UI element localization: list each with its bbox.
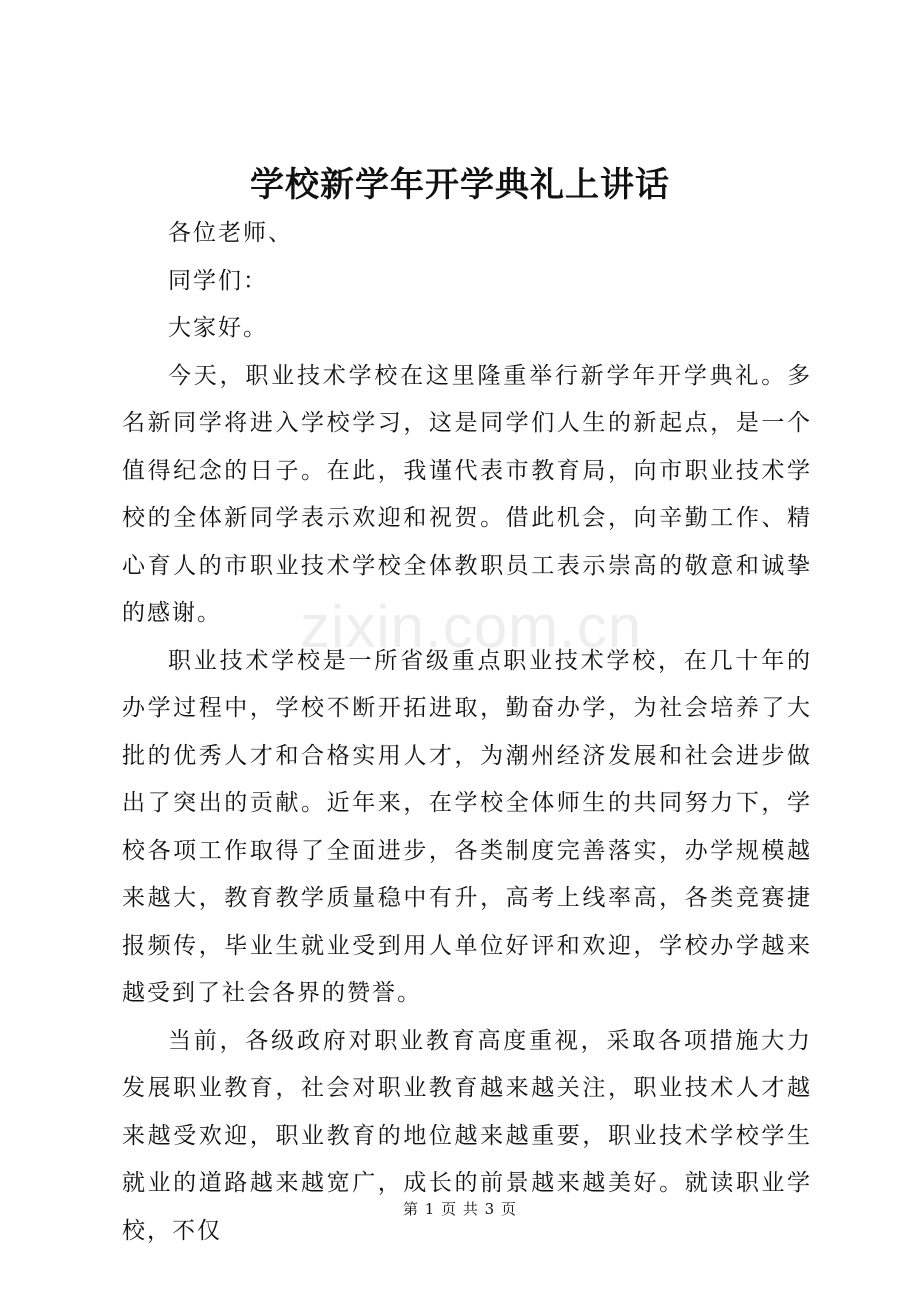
watermark: zixin.com.cn (300, 593, 643, 660)
body-paragraph: 今天，职业技术学校在这里隆重举行新学年开学典礼。多名新同学将进入学校学习，这是同学们人生的新起点，是一个值得纪念的日子。在此，我谨代表市教育局，向市职业技术学校的全体新同学表示欢迎和祝贺。借此机会，向辛勤工作、精心育人的市职业技术学校全体教职员工表示崇高的敬意和诚挚的感谢。 (122, 362, 812, 626)
greeting-line: 大家好。 (168, 315, 268, 341)
document-title: 学校新学年开学典礼上讲话 (250, 165, 670, 205)
greeting-line: 同学们： (168, 267, 268, 294)
body-paragraph: 职业技术学校是一所省级重点职业技术学校，在几十年的办学过程中，学校不断开拓进取，勤奋办学，为社会培养了大批的优秀人才和合格实用人才，为潮州经济发展和社会进步做出了突出的贡献。近年来，在学校全体师生的共同努力下，学校各项工作取得了全面进步，各类制度完善落实，办学规模越来越大，教育教学质量稳中有升，高考上线率高，各类竞赛捷报频传，毕业生就业受到用人单位好评和欢迎，学校办学越来越受到了社会各界的赞誉。 (122, 647, 812, 1006)
page-footer: 第 1 页 共 3 页 (403, 1200, 517, 1218)
body-paragraph: 当前，各级政府对职业教育高度重视，采取各项措施大力发展职业教育，社会对职业教育越来越关注，职业技术人才越来越受欢迎，职业教育的地位越来越重要，职业技术学校学生就业的道路越来越宽广，成长的前景越来越美好。就读职业学校，不仅 (122, 1027, 812, 1244)
greeting-line: 各位老师、 (168, 220, 293, 246)
document-body (122, 210, 812, 1255)
